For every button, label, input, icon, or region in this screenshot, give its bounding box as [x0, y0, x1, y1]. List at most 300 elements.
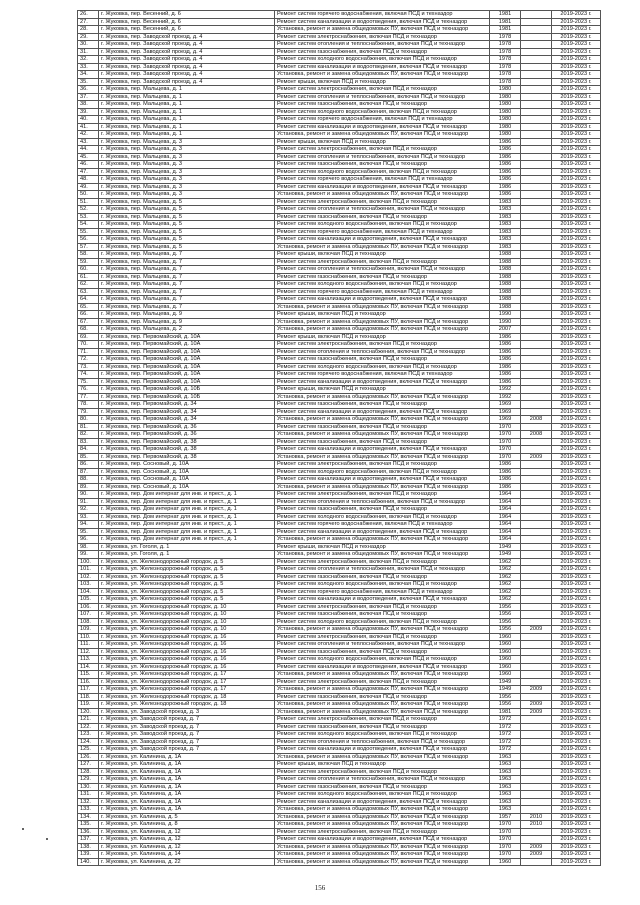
planned-period-cell: 2019-2023 г.	[552, 56, 601, 64]
work-type-cell: Ремонт систем холодного водоснабжения, включая ПСД и техназдор	[275, 656, 490, 664]
work-type-cell: Ремонт систем газоснабжения, включая ПСД и техназдор	[275, 423, 490, 431]
table-row	[78, 768, 601, 776]
row-number-cell: 99.	[78, 551, 99, 559]
planned-period-cell: 2019-2023 г.	[552, 633, 601, 641]
address-cell: г. Жуковка, пер. Мальцева, д. 5	[99, 228, 275, 236]
planned-period-cell: 2019-2023 г.	[552, 423, 601, 431]
address-cell: г. Жуковка, ул. Калинина, д. 1А	[99, 761, 275, 769]
table-row	[78, 56, 601, 64]
last-repair-year-cell	[521, 356, 552, 364]
address-cell: г. Жуковка, пер. Мальцева, д. 5	[99, 206, 275, 214]
last-repair-year-cell	[521, 386, 552, 394]
table-row	[78, 813, 601, 821]
table-row	[78, 761, 601, 769]
table-row	[78, 506, 601, 514]
table-row	[78, 543, 601, 551]
last-repair-year-cell	[521, 603, 552, 611]
planned-period-cell: 2019-2023 г.	[552, 686, 601, 694]
last-repair-year-cell	[521, 716, 552, 724]
last-repair-year-cell	[521, 693, 552, 701]
address-cell: г. Жуковка, пер. Мальцева, д. 3	[99, 183, 275, 191]
planned-period-cell: 2019-2023 г.	[552, 483, 601, 491]
work-type-cell: Ремонт систем электроснабжения, включая ПСД и техназдор	[275, 461, 490, 469]
row-number-cell: 127.	[78, 761, 99, 769]
address-cell: г. Жуковка, ул. Заводской проезд, д. 7	[99, 731, 275, 739]
build-year-cell: 1972	[490, 731, 521, 739]
row-number-cell: 60.	[78, 266, 99, 274]
table-row	[78, 101, 601, 109]
address-cell: г. Жуковка, ул. Железнодорожный городок, д. 10	[99, 611, 275, 619]
work-type-cell: Ремонт крыши, включая ПСД и техназдор	[275, 251, 490, 259]
row-number-cell: 103.	[78, 581, 99, 589]
work-type-cell: Ремонт систем электроснабжения, включая ПСД и техназдор	[275, 258, 490, 266]
last-repair-year-cell	[521, 723, 552, 731]
planned-period-cell: 2019-2023 г.	[552, 228, 601, 236]
row-number-cell: 124.	[78, 738, 99, 746]
planned-period-cell: 2019-2023 г.	[552, 386, 601, 394]
last-repair-year-cell	[521, 311, 552, 319]
row-number-cell: 116.	[78, 678, 99, 686]
build-year-cell: 1957	[490, 813, 521, 821]
planned-period-cell: 2019-2023 г.	[552, 393, 601, 401]
row-number-cell: 33.	[78, 63, 99, 71]
address-cell: г. Жуковка, пер. Весенний, д. 6	[99, 18, 275, 26]
build-year-cell: 1983	[490, 243, 521, 251]
table-row	[78, 123, 601, 131]
work-type-cell: Ремонт систем отопления и теплоснабжения, включая ПСД и техназдор	[275, 348, 490, 356]
planned-period-cell: 2019-2023 г.	[552, 551, 601, 559]
address-cell: г. Жуковка, пер. Первомайский, д. 10А	[99, 356, 275, 364]
last-repair-year-cell	[521, 206, 552, 214]
table-row	[78, 671, 601, 679]
table-row	[78, 363, 601, 371]
last-repair-year-cell	[521, 671, 552, 679]
address-cell: г. Жуковка, пер. Заводской проезд, д. 4	[99, 41, 275, 49]
table-row	[78, 791, 601, 799]
planned-period-cell: 2019-2023 г.	[552, 843, 601, 851]
last-repair-year-cell	[521, 378, 552, 386]
work-type-cell: Установка, ремонт и замена общедомовых ПУ, включая ПСД и техназдор	[275, 536, 490, 544]
work-type-cell: Ремонт систем канализации и водоотведения, включая ПСД и техназдор	[275, 663, 490, 671]
work-type-cell: Установка, ремонт и замена общедомовых ПУ, включая ПСД и техназдор	[275, 753, 490, 761]
address-cell: г. Жуковка, пер. Сосновый, д. 10А	[99, 483, 275, 491]
row-number-cell: 125.	[78, 746, 99, 754]
work-type-cell: Установка, ремонт и замена общедомовых ПУ, включая ПСД и техназдор	[275, 821, 490, 829]
address-cell: г. Жуковка, пер. Заводской проезд, д. 4	[99, 48, 275, 56]
build-year-cell: 1986	[490, 153, 521, 161]
page-number: 156	[314, 884, 326, 892]
row-number-cell: 91.	[78, 498, 99, 506]
table-row	[78, 243, 601, 251]
planned-period-cell: 2019-2023 г.	[552, 93, 601, 101]
row-number-cell: 67.	[78, 318, 99, 326]
build-year-cell: 1962	[490, 581, 521, 589]
planned-period-cell: 2019-2023 г.	[552, 453, 601, 461]
work-type-cell: Ремонт систем холодного водоснабжения, включая ПСД и техназдор	[275, 221, 490, 229]
build-year-cell: 1986	[490, 341, 521, 349]
table-row	[78, 41, 601, 49]
work-type-cell: Ремонт систем горячего водоснабжения, включая ПСД и техназдор	[275, 228, 490, 236]
planned-period-cell: 2019-2023 г.	[552, 783, 601, 791]
address-cell: г. Жуковка, ул. Калинина, д. 1А	[99, 806, 275, 814]
row-number-cell: 43.	[78, 138, 99, 146]
row-number-cell: 104.	[78, 588, 99, 596]
row-number-cell: 89.	[78, 483, 99, 491]
build-year-cell: 1964	[490, 506, 521, 514]
address-cell: г. Жуковка, пер. Мальцева, д. 7	[99, 288, 275, 296]
table-row	[78, 78, 601, 86]
work-type-cell: Ремонт систем отопления и теплоснабжения, включая ПСД и техназдор	[275, 266, 490, 274]
work-type-cell: Ремонт систем холодного водоснабжения, включая ПСД и техназдор	[275, 56, 490, 64]
planned-period-cell: 2019-2023 г.	[552, 273, 601, 281]
work-type-cell: Ремонт систем электроснабжения, включая ПСД и техназдор	[275, 86, 490, 94]
work-type-cell: Ремонт систем электроснабжения, включая ПСД и техназдор	[275, 558, 490, 566]
work-type-cell: Ремонт систем холодного водоснабжения, включая ПСД и техназдор	[275, 618, 490, 626]
build-year-cell: 1969	[490, 408, 521, 416]
row-number-cell: 29.	[78, 33, 99, 41]
address-cell: г. Жуковка, пер. Дом интернат для инв. и прест., д. 1	[99, 513, 275, 521]
planned-period-cell: 2019-2023 г.	[552, 153, 601, 161]
table-row	[78, 686, 601, 694]
build-year-cell: 1963	[490, 798, 521, 806]
table-row	[78, 183, 601, 191]
work-type-cell: Установка, ремонт и замена общедомовых ПУ, включая ПСД и техназдор	[275, 806, 490, 814]
table-row	[78, 731, 601, 739]
work-type-cell: Ремонт систем канализации и водоотведения, включая ПСД и техназдор	[275, 528, 490, 536]
last-repair-year-cell	[521, 566, 552, 574]
planned-period-cell: 2019-2023 г.	[552, 761, 601, 769]
table-row	[78, 108, 601, 116]
work-type-cell: Ремонт систем газоснабжения, включая ПСД и техназдор	[275, 723, 490, 731]
build-year-cell: 1962	[490, 566, 521, 574]
address-cell: г. Жуковка, пер. Заводской проезд, д. 4	[99, 78, 275, 86]
planned-period-cell: 2019-2023 г.	[552, 738, 601, 746]
build-year-cell: 1980	[490, 116, 521, 124]
row-number-cell: 111.	[78, 641, 99, 649]
work-type-cell: Ремонт систем канализации и водоотведения, включая ПСД и техназдор	[275, 123, 490, 131]
planned-period-cell: 2019-2023 г.	[552, 11, 601, 19]
planned-period-cell: 2019-2023 г.	[552, 498, 601, 506]
last-repair-year-cell	[521, 806, 552, 814]
last-repair-year-cell	[521, 461, 552, 469]
last-repair-year-cell	[521, 371, 552, 379]
row-number-cell: 74.	[78, 371, 99, 379]
table-row	[78, 348, 601, 356]
last-repair-year-cell	[521, 86, 552, 94]
row-number-cell: 77.	[78, 393, 99, 401]
planned-period-cell: 2019-2023 г.	[552, 356, 601, 364]
table-row	[78, 491, 601, 499]
row-number-cell: 78.	[78, 401, 99, 409]
work-type-cell: Ремонт систем холодного водоснабжения, включая ПСД и техназдор	[275, 513, 490, 521]
build-year-cell: 1949	[490, 678, 521, 686]
last-repair-year-cell	[521, 11, 552, 19]
build-year-cell: 1969	[490, 401, 521, 409]
planned-period-cell: 2019-2023 г.	[552, 528, 601, 536]
table-row	[78, 318, 601, 326]
table-row	[78, 468, 601, 476]
table-row	[78, 453, 601, 461]
build-year-cell: 1986	[490, 468, 521, 476]
build-year-cell: 1963	[490, 791, 521, 799]
address-cell: г. Жуковка, пер. Первомайский, д. 34	[99, 401, 275, 409]
table-row	[78, 11, 601, 19]
row-number-cell: 139.	[78, 851, 99, 859]
table-row	[78, 626, 601, 634]
last-repair-year-cell	[521, 401, 552, 409]
last-repair-year-cell	[521, 41, 552, 49]
last-repair-year-cell: 2008	[521, 431, 552, 439]
last-repair-year-cell	[521, 18, 552, 26]
address-cell: г. Жуковка, ул. Железнодорожный городок, д. 16	[99, 641, 275, 649]
table-row	[78, 858, 601, 866]
table-row	[78, 693, 601, 701]
planned-period-cell: 2019-2023 г.	[552, 461, 601, 469]
document-sheet	[77, 10, 600, 866]
row-number-cell: 112.	[78, 648, 99, 656]
planned-period-cell: 2019-2023 г.	[552, 611, 601, 619]
planned-period-cell: 2019-2023 г.	[552, 603, 601, 611]
last-repair-year-cell	[521, 438, 552, 446]
build-year-cell: 1983	[490, 228, 521, 236]
planned-period-cell: 2019-2023 г.	[552, 48, 601, 56]
planned-period-cell: 2019-2023 г.	[552, 243, 601, 251]
last-repair-year-cell	[521, 776, 552, 784]
planned-period-cell: 2019-2023 г.	[552, 618, 601, 626]
last-repair-year-cell	[521, 363, 552, 371]
last-repair-year-cell	[521, 93, 552, 101]
address-cell: г. Жуковка, ул. Заводской проезд, д. 7	[99, 746, 275, 754]
address-cell: г. Жуковка, ул. Железнодорожный городок, д. 5	[99, 581, 275, 589]
address-cell: г. Жуковка, ул. Гоголя, д. 1	[99, 551, 275, 559]
table-row	[78, 806, 601, 814]
planned-period-cell: 2019-2023 г.	[552, 86, 601, 94]
work-type-cell: Установка, ремонт и замена общедомовых ПУ, включая ПСД и техназдор	[275, 191, 490, 199]
build-year-cell: 1963	[490, 806, 521, 814]
build-year-cell: 1949	[490, 543, 521, 551]
last-repair-year-cell	[521, 761, 552, 769]
last-repair-year-cell	[521, 791, 552, 799]
build-year-cell: 1978	[490, 48, 521, 56]
planned-period-cell: 2019-2023 г.	[552, 596, 601, 604]
table-row	[78, 716, 601, 724]
last-repair-year-cell	[521, 176, 552, 184]
work-type-cell: Установка, ремонт и замена общедомовых ПУ, включая ПСД и техназдор	[275, 626, 490, 634]
row-number-cell: 76.	[78, 386, 99, 394]
table-body	[78, 11, 601, 866]
work-type-cell: Ремонт систем холодного водоснабжения, включая ПСД и техназдор	[275, 108, 490, 116]
planned-period-cell: 2019-2023 г.	[552, 266, 601, 274]
row-number-cell: 122.	[78, 723, 99, 731]
work-type-cell: Ремонт систем отопления и теплоснабжения, включая ПСД и техназдор	[275, 776, 490, 784]
planned-period-cell: 2019-2023 г.	[552, 648, 601, 656]
work-type-cell: Ремонт крыши, включая ПСД и техназдор	[275, 78, 490, 86]
planned-period-cell: 2019-2023 г.	[552, 78, 601, 86]
build-year-cell: 1981	[490, 18, 521, 26]
table-row	[78, 498, 601, 506]
table-row	[78, 828, 601, 836]
work-type-cell: Ремонт систем газоснабжения, включая ПСД и техназдор	[275, 611, 490, 619]
last-repair-year-cell	[521, 738, 552, 746]
work-type-cell: Ремонт систем газоснабжения, включая ПСД и техназдор	[275, 401, 490, 409]
table-row	[78, 783, 601, 791]
table-row	[78, 678, 601, 686]
table-row	[78, 288, 601, 296]
row-number-cell: 62.	[78, 281, 99, 289]
build-year-cell: 1972	[490, 738, 521, 746]
last-repair-year-cell	[521, 236, 552, 244]
row-number-cell: 41.	[78, 123, 99, 131]
table-row	[78, 273, 601, 281]
planned-period-cell: 2019-2023 г.	[552, 513, 601, 521]
build-year-cell: 1986	[490, 371, 521, 379]
row-number-cell: 75.	[78, 378, 99, 386]
row-number-cell: 36.	[78, 86, 99, 94]
planned-period-cell: 2019-2023 г.	[552, 348, 601, 356]
table-row	[78, 416, 601, 424]
work-type-cell: Установка, ремонт и замена общедомовых ПУ, включая ПСД и техназдор	[275, 551, 490, 559]
build-year-cell: 1960	[490, 641, 521, 649]
planned-period-cell: 2019-2023 г.	[552, 378, 601, 386]
row-number-cell: 58.	[78, 251, 99, 259]
row-number-cell: 100.	[78, 558, 99, 566]
last-repair-year-cell	[521, 753, 552, 761]
address-cell: г. Жуковка, пер. Мальцева, д. 5	[99, 198, 275, 206]
planned-period-cell: 2019-2023 г.	[552, 581, 601, 589]
row-number-cell: 115.	[78, 671, 99, 679]
work-type-cell: Ремонт систем канализации и водоотведения, включая ПСД и техназдор	[275, 296, 490, 304]
address-cell: г. Жуковка, ул. Железнодорожный городок, д. 5	[99, 566, 275, 574]
table-row	[78, 138, 601, 146]
last-repair-year-cell: 2009	[521, 708, 552, 716]
table-row	[78, 821, 601, 829]
work-type-cell: Ремонт систем канализации и водоотведения, включая ПСД и техназдор	[275, 183, 490, 191]
row-number-cell: 53.	[78, 213, 99, 221]
work-type-cell: Ремонт систем газоснабжения, включая ПСД и техназдор	[275, 438, 490, 446]
build-year-cell: 1988	[490, 273, 521, 281]
row-number-cell: 32.	[78, 56, 99, 64]
table-row	[78, 161, 601, 169]
table-row	[78, 176, 601, 184]
row-number-cell: 86.	[78, 461, 99, 469]
last-repair-year-cell: 2010	[521, 813, 552, 821]
row-number-cell: 73.	[78, 363, 99, 371]
build-year-cell: 1960	[490, 858, 521, 866]
row-number-cell: 118.	[78, 693, 99, 701]
address-cell: г. Жуковка, ул. Железнодорожный городок, д. 5	[99, 573, 275, 581]
table-row	[78, 558, 601, 566]
work-type-cell: Ремонт систем холодного водоснабжения, включая ПСД и техназдор	[275, 363, 490, 371]
planned-period-cell: 2019-2023 г.	[552, 311, 601, 319]
planned-period-cell: 2019-2023 г.	[552, 768, 601, 776]
address-cell: г. Жуковка, пер. Мальцева, д. 5	[99, 213, 275, 221]
planned-period-cell: 2019-2023 г.	[552, 18, 601, 26]
last-repair-year-cell	[521, 768, 552, 776]
table-row	[78, 438, 601, 446]
address-cell: г. Жуковка, пер. Мальцева, д. 7	[99, 281, 275, 289]
row-number-cell: 136.	[78, 828, 99, 836]
address-cell: г. Жуковка, ул. Гоголя, д. 1	[99, 543, 275, 551]
work-type-cell: Ремонт систем отопления и теплоснабжения, включая ПСД и техназдор	[275, 153, 490, 161]
row-number-cell: 96.	[78, 536, 99, 544]
address-cell: г. Жуковка, пер. Сосновый, д. 10А	[99, 468, 275, 476]
last-repair-year-cell	[521, 63, 552, 71]
build-year-cell: 1980	[490, 131, 521, 139]
table-row	[78, 333, 601, 341]
last-repair-year-cell	[521, 596, 552, 604]
last-repair-year-cell: 2009	[521, 686, 552, 694]
last-repair-year-cell	[521, 678, 552, 686]
planned-period-cell: 2019-2023 г.	[552, 131, 601, 139]
row-number-cell: 130.	[78, 783, 99, 791]
planned-period-cell: 2019-2023 г.	[552, 296, 601, 304]
row-number-cell: 66.	[78, 311, 99, 319]
build-year-cell: 1980	[490, 101, 521, 109]
row-number-cell: 35.	[78, 78, 99, 86]
last-repair-year-cell: 2010	[521, 821, 552, 829]
row-number-cell: 85.	[78, 453, 99, 461]
address-cell: г. Жуковка, пер. Первомайский, д. 38	[99, 438, 275, 446]
work-type-cell: Ремонт систем канализации и водоотведения, включая ПСД и техназдор	[275, 446, 490, 454]
address-cell: г. Жуковка, пер. Дом интернат для инв. и прест., д. 1	[99, 506, 275, 514]
build-year-cell: 1963	[490, 776, 521, 784]
build-year-cell: 1956	[490, 611, 521, 619]
planned-period-cell: 2019-2023 г.	[552, 716, 601, 724]
work-type-cell: Ремонт систем отопления и теплоснабжения, включая ПСД и техназдор	[275, 498, 490, 506]
last-repair-year-cell	[521, 611, 552, 619]
table-row	[78, 26, 601, 34]
table-row	[78, 528, 601, 536]
table-row	[78, 326, 601, 334]
last-repair-year-cell	[521, 243, 552, 251]
address-cell: г. Жуковка, пер. Мальцева, д. 1	[99, 116, 275, 124]
build-year-cell: 1970	[490, 821, 521, 829]
last-repair-year-cell	[521, 783, 552, 791]
last-repair-year-cell	[521, 641, 552, 649]
planned-period-cell: 2019-2023 г.	[552, 108, 601, 116]
row-number-cell: 123.	[78, 731, 99, 739]
build-year-cell: 1956	[490, 701, 521, 709]
row-number-cell: 102.	[78, 573, 99, 581]
address-cell: г. Жуковка, пер. Мальцева, д. 7	[99, 258, 275, 266]
row-number-cell: 31.	[78, 48, 99, 56]
build-year-cell: 1964	[490, 498, 521, 506]
build-year-cell: 1970	[490, 423, 521, 431]
address-cell: г. Жуковка, пер. Мальцева, д. 9	[99, 318, 275, 326]
build-year-cell: 1949	[490, 686, 521, 694]
planned-period-cell: 2019-2023 г.	[552, 678, 601, 686]
planned-period-cell: 2019-2023 г.	[552, 798, 601, 806]
build-year-cell: 1988	[490, 251, 521, 259]
address-cell: г. Жуковка, пер. Мальцева, д. 3	[99, 168, 275, 176]
work-type-cell: Ремонт систем канализации и водоотведения, включая ПСД и техназдор	[275, 836, 490, 844]
planned-period-cell: 2019-2023 г.	[552, 438, 601, 446]
table-row	[78, 476, 601, 484]
last-repair-year-cell	[521, 288, 552, 296]
work-type-cell: Ремонт систем газоснабжения, включая ПСД и техназдор	[275, 161, 490, 169]
work-type-cell: Ремонт систем отопления и теплоснабжения, включая ПСД и техназдор	[275, 41, 490, 49]
planned-period-cell: 2019-2023 г.	[552, 198, 601, 206]
work-type-cell: Ремонт систем газоснабжения, включая ПСД и техназдор	[275, 273, 490, 281]
last-repair-year-cell	[521, 326, 552, 334]
build-year-cell: 1970	[490, 446, 521, 454]
address-cell: г. Жуковка, ул. Калинина, д. 1А	[99, 776, 275, 784]
work-type-cell: Ремонт систем газоснабжения, включая ПСД и техназдор	[275, 506, 490, 514]
address-cell: г. Жуковка, ул. Железнодорожный городок, д. 16	[99, 663, 275, 671]
row-number-cell: 47.	[78, 168, 99, 176]
planned-period-cell: 2019-2023 г.	[552, 138, 601, 146]
address-cell: г. Жуковка, ул. Калинина, д. 1А	[99, 768, 275, 776]
